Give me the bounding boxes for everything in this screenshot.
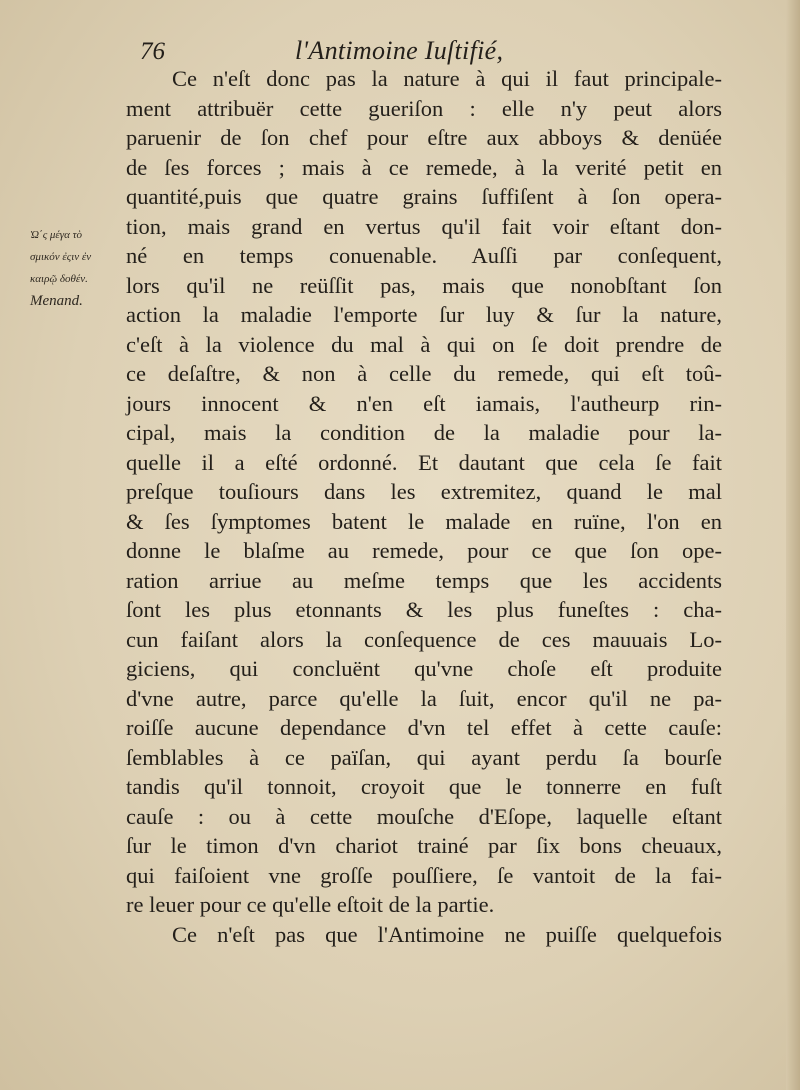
text-line: quelle il a eſté ordonné. Et dautant que cela ſe fait	[126, 449, 722, 475]
text-line: preſque touſiours dans les extremitez, quand le mal	[126, 479, 722, 504]
text-line: action la maladie l'emporte ſur luy & ſur la nature,	[126, 302, 722, 327]
text-line: Ce n'eſt donc pas la nature à qui il faut principale-	[172, 66, 722, 91]
marginal-author: Menand.	[30, 293, 83, 309]
text-line: ſemblables à ce païſan, qui ayant perdu ſa bourſe	[126, 744, 722, 770]
marginal-greek-line: σμικόν ἐςιν ἐν	[30, 251, 92, 263]
running-title: l'Antimoine Iuſtifié,	[295, 36, 504, 65]
text-line: jours innocent & n'en eſt iamais, l'autheurp rin-	[126, 390, 722, 416]
text-line: ſont les plus etonnants & les plus funeſtes : cha-	[126, 597, 722, 622]
page-number: 76	[140, 38, 165, 65]
text-line: & ſes ſymptomes batent le malade en ruïne, l'on en	[126, 508, 722, 534]
text-line: giciens, qui concluënt qu'vne choſe eſt produite	[126, 656, 722, 681]
text-line: ſur le timon d'vn chariot trainé par ſix bons cheuaux,	[126, 833, 722, 858]
text-line: cun faiſant alors la conſequence de ces mauuais Lo-	[126, 626, 722, 652]
marginal-note	[30, 224, 130, 312]
text-line: lors qu'il ne reüſſit pas, mais que nonobſtant ſon	[126, 272, 722, 298]
text-line: de ſes forces ; mais à ce remede, à la verité petit en	[126, 154, 722, 180]
text-line: c'eſt à la violence du mal à qui on ſe doit prendre de	[126, 331, 722, 357]
text-line: cauſe : ou à cette mouſche d'Eſope, laquelle eſtant	[126, 803, 722, 829]
page-edge	[786, 0, 800, 1090]
text-line: cipal, mais la condition de la maladie pour la-	[126, 420, 722, 445]
marginal-greek-line: Ὡ΄ς μέγα τὸ	[30, 229, 83, 241]
page-header	[140, 32, 725, 66]
text-line: paruenir de ſon chef pour eſtre aux abboys & denüée	[126, 125, 722, 150]
text-line: roiſſe aucune dependance d'vn tel effet à cette cauſe:	[126, 715, 722, 740]
text-line: né en temps conuenable. Auſſi par conſequent,	[126, 243, 722, 268]
text-line: Ce n'eſt pas que l'Antimoine ne puiſſe quelquefois	[172, 921, 722, 947]
text-line: tion, mais grand en vertus qu'il fait voir eſtant don-	[126, 213, 722, 239]
text-line: ment attribuër cette gueriſon : elle n'y peut alors	[126, 95, 722, 121]
text-line: qui faiſoient vne groſſe pouſſiere, ſe vantoit de la fai-	[126, 862, 722, 888]
marginal-greek-line: καιρῷ δοθέν.	[30, 273, 88, 285]
body-text	[126, 64, 722, 949]
text-line: ration arriue au meſme temps que les accidents	[126, 567, 722, 593]
text-line: re leuer pour ce qu'elle eſtoit de la partie.	[126, 892, 495, 917]
text-line: quantité,puis que quatre grains ſuffiſent à ſon opera-	[126, 184, 722, 209]
text-line: donne le blaſme au remede, pour ce que ſon ope-	[126, 538, 722, 563]
text-line: tandis qu'il tonnoit, croyoit que le tonnerre en fuſt	[126, 774, 722, 799]
text-line: ce deſaſtre, & non à celle du remede, qui eſt toû-	[126, 361, 722, 386]
text-line: d'vne autre, parce qu'elle la ſuit, encor qu'il ne pa-	[126, 685, 722, 711]
